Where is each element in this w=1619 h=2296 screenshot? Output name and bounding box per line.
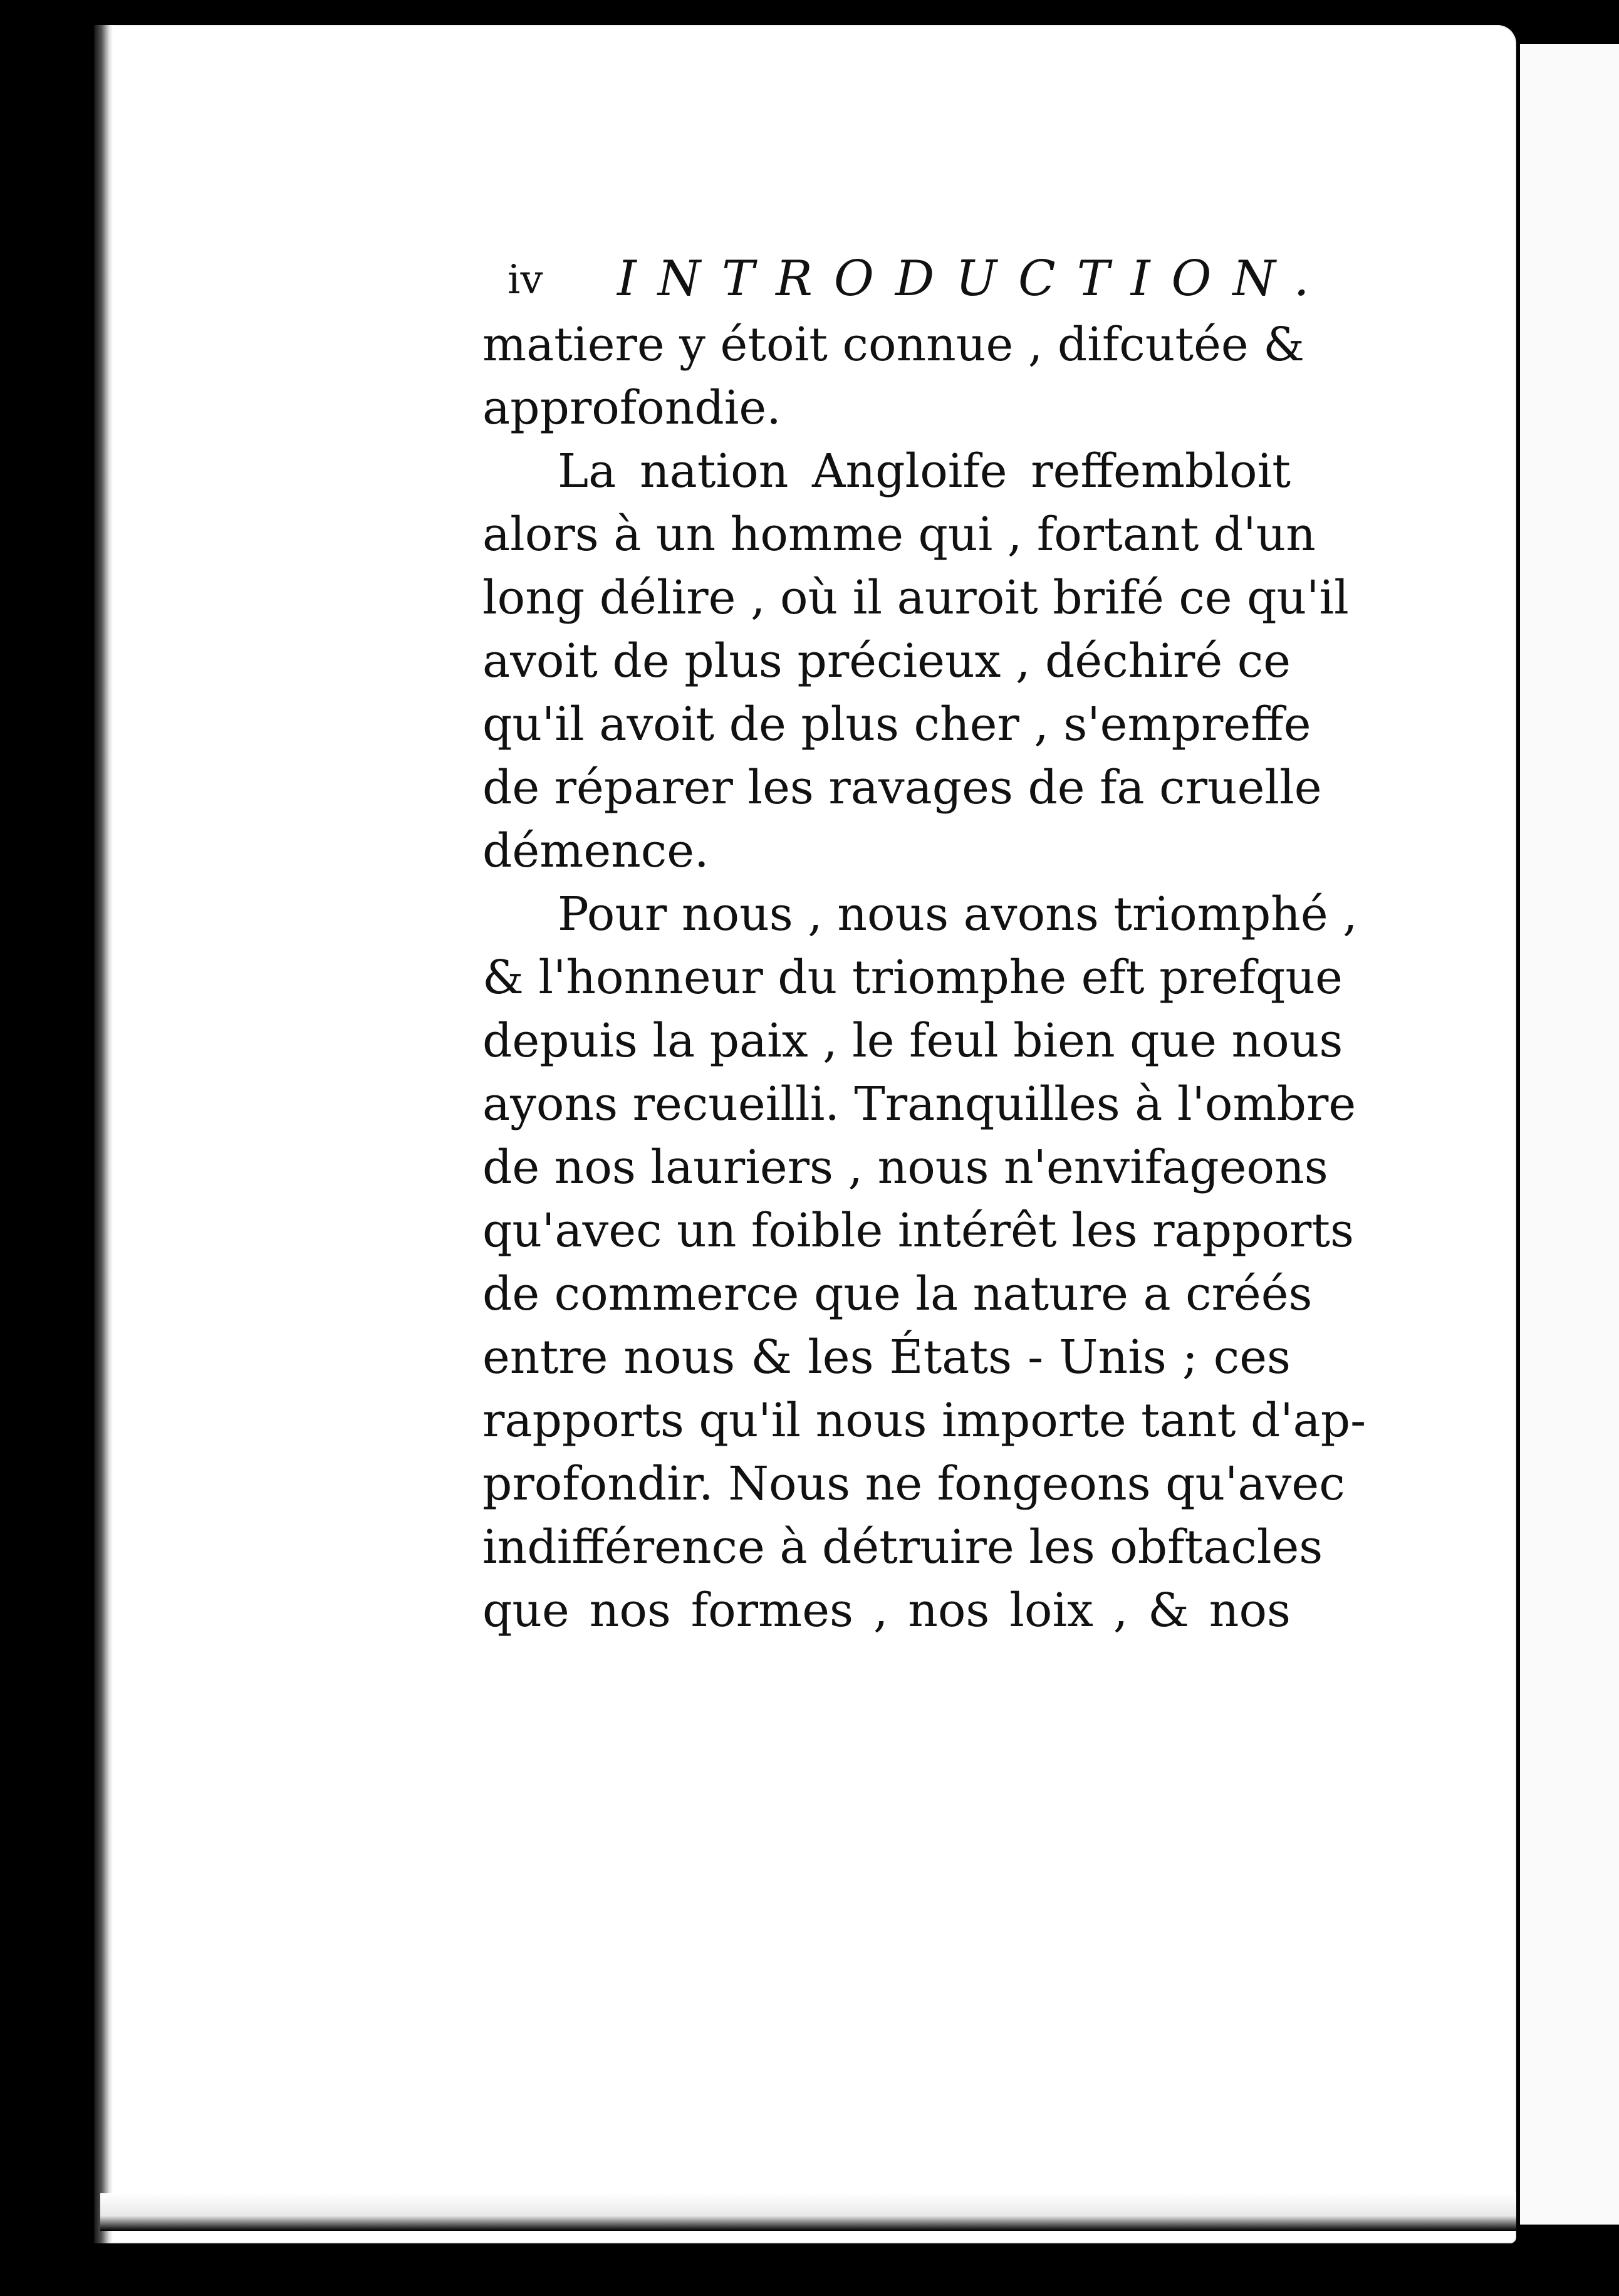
- text-line: ayons recueilli. Tranquilles à l'ombre: [482, 1077, 1356, 1131]
- text-line: indifférence à détruire les obftacles: [482, 1520, 1323, 1574]
- page-gutter-shadow: [94, 25, 113, 2243]
- page-bottom-edge: [100, 2193, 1516, 2231]
- text-line: que nos formes , nos loix , & nos: [482, 1584, 1291, 1637]
- running-title: INTRODUCTION.: [617, 251, 1331, 307]
- text-line: matiere y étoit connue , difcutée &: [482, 318, 1305, 372]
- text-line: de nos lauriers , nous n'envifageons: [482, 1140, 1328, 1194]
- text-line: qu'il avoit de plus cher , s'empreffe: [482, 697, 1311, 751]
- text-line: Pour nous , nous avons triomphé ,: [558, 887, 1358, 941]
- text-line: qu'avec un foible intérêt les rapports: [482, 1204, 1354, 1258]
- body-text: [482, 313, 1367, 1642]
- text-line: approfondie.: [482, 381, 781, 435]
- text-line: La nation Angloife reffembloit: [558, 444, 1291, 498]
- text-line: de réparer les ravages de fa cruelle: [482, 761, 1322, 815]
- page-header: [508, 251, 1331, 320]
- text-line: long délire , où il auroit brifé ce qu'il: [482, 571, 1349, 625]
- text-line: rapports qu'il nous importe tant d'ap-: [482, 1394, 1367, 1448]
- text-line: démence.: [482, 824, 709, 878]
- text-line: avoit de plus précieux , déchiré ce: [482, 634, 1291, 688]
- text-line: depuis la paix , le feul bien que nous: [482, 1014, 1343, 1068]
- text-line: & l'honneur du triomphe eft prefque: [482, 951, 1343, 1004]
- text-line: alors à un homme qui , fortant d'un: [482, 508, 1316, 561]
- text-line: de commerce que la nature a créés: [482, 1267, 1313, 1321]
- next-page-edge: [1516, 44, 1619, 2225]
- text-line: entre nous & les États - Unis ; ces: [482, 1330, 1291, 1384]
- page-number: iv: [508, 257, 543, 303]
- text-line: profondir. Nous ne fongeons qu'avec: [482, 1457, 1345, 1511]
